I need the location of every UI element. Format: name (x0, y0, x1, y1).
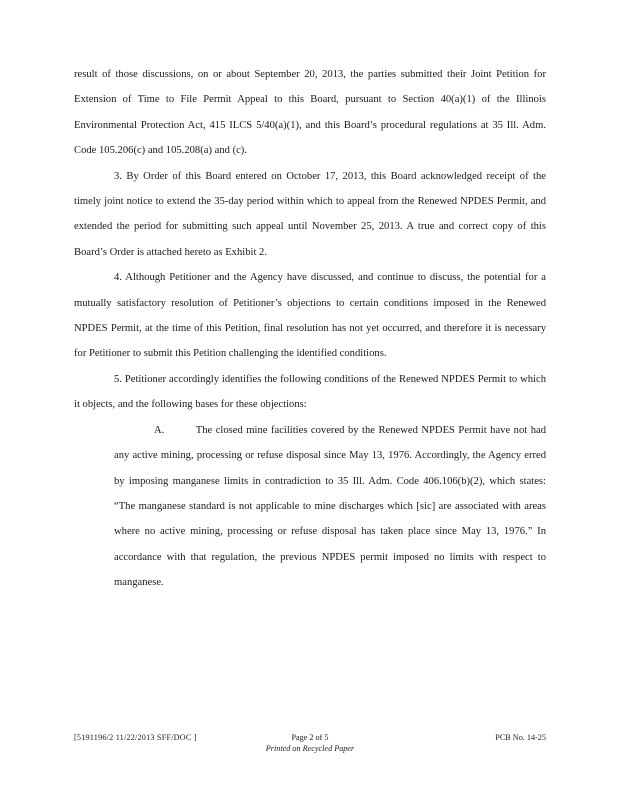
paragraph-a-label: A. (154, 424, 165, 436)
document-id: [5191196/2 11/22/2013 SFF/DOC ] (74, 733, 197, 742)
recycled-paper-note: Printed on Recycled Paper (265, 744, 355, 753)
paragraph-a (114, 418, 546, 596)
paragraph-a-text: The closed mine facilities covered by the Renewed NPDES Permit have not had any active mining, processing or refuse disposal since May 13, 1976. Accordingly, the Agency erred by imposing manganese limits in contradiction to 35 Ill. Adm. Code 406.106(b)(2), which states: “The manganese standard is not applicable to mine discharges which [sic] are associated with areas where no active mining, processing or refuse disposal has taken place since May 13, 1976.” In accordance with that regulation, the previous NPDES permit imposed no limits with respect to manganese. (114, 424, 546, 589)
paragraph-3: 3. By Order of this Board entered on October 17, 2013, this Board acknowledged receipt of the timely joint notice to extend the 35-day period within which to appeal from the Renewed NPDES Permit, and extended the period for submitting such appeal until November 25, 2013. A true and correct copy of this Board’s Order is attached hereto as Exhibit 2. (74, 170, 546, 258)
case-number: PCB No. 14-25 (495, 733, 546, 742)
paragraph-4: 4. Although Petitioner and the Agency have discussed, and continue to discuss, the potential for a mutually satisfactory resolution of Petitioner’s objections to certain conditions imposed in the Renewed NPDES Permit, at the time of this Petition, final resolution has not yet occurred, and therefore it is necessary for Petitioner to submit this Petition challenging the identified conditions. (74, 272, 546, 360)
document-body (74, 62, 546, 596)
paragraph-5: 5. Petitioner accordingly identifies the following conditions of the Renewed NPDES Permit to which it objects, and the following bases for these objections: (74, 373, 546, 411)
page-number: Page 2 of 5 (291, 733, 329, 742)
paragraph-continued: result of those discussions, on or about September 20, 2013, the parties submitted their Joint Petition for Extension of Time to File Permit Appeal to this Board, pursuant to Section 40(a)(1) of the Illinois Environmental Protection Act, 415 ILCS 5/40(a)(1), and this Board’s procedural regulations at 35 Ill. Adm. Code 105.206(c) and 105.208(a) and (c). (74, 69, 546, 157)
